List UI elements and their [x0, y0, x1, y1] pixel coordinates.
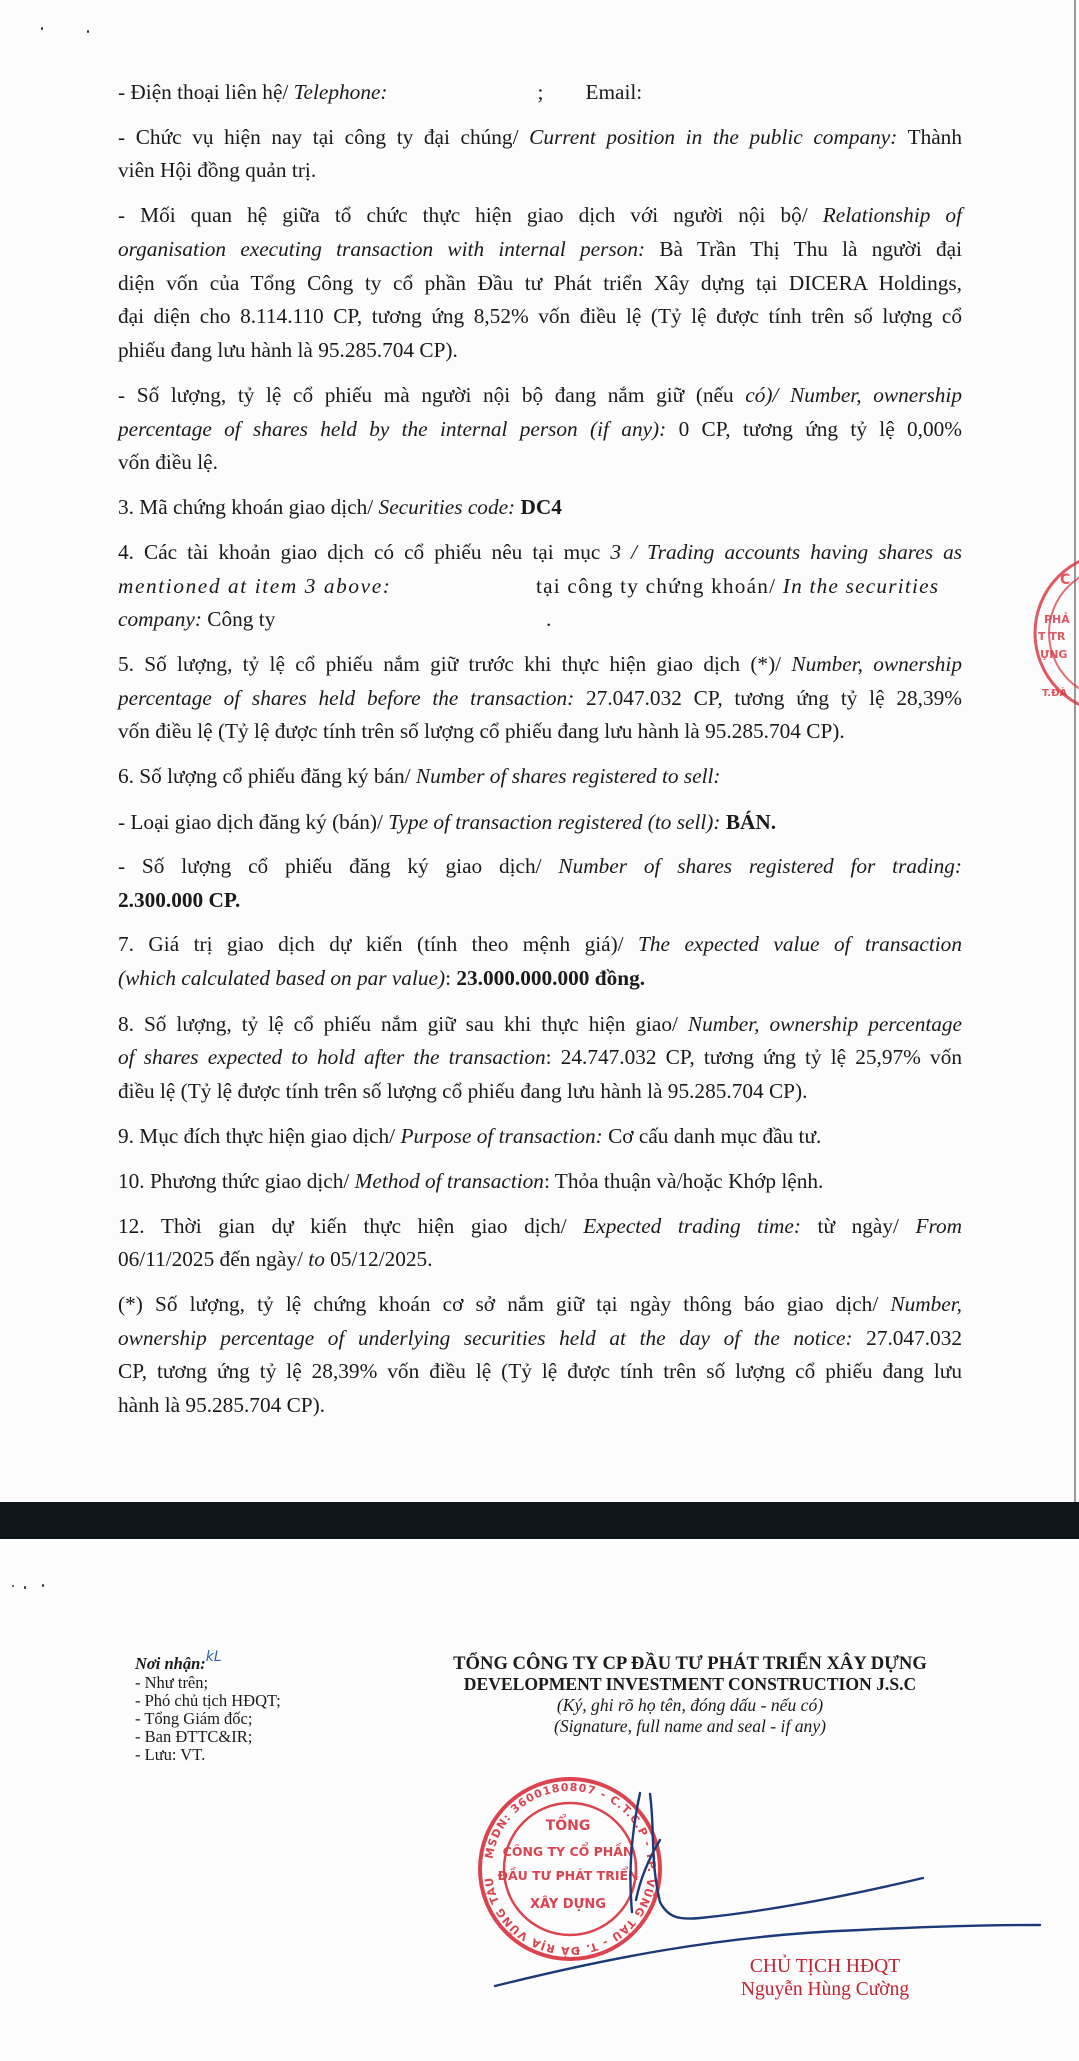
- label-en: of shares expected to hold after the transaction: [118, 1045, 546, 1069]
- label-vi: từ ngày/: [800, 1214, 916, 1238]
- signer-name: Nguyễn Hùng Cường: [740, 1979, 910, 2000]
- label-en: mentioned at item 3 above:: [118, 574, 392, 598]
- seal-text: TỔNG: [545, 1818, 591, 1834]
- note-line-4: [118, 1391, 962, 1419]
- value: Công ty: [201, 607, 276, 631]
- item-4-line-1: [118, 538, 962, 566]
- label-vi: 12. Thời gian dự kiến thực hiện giao dịch/: [118, 1214, 584, 1238]
- label-en: The expected value of transaction: [638, 932, 962, 956]
- signing-organization: [390, 1653, 990, 1737]
- signer-title: CHỦ TỊCH HĐQT: [749, 1956, 901, 1977]
- svg-text:T.ĐÀ: T.ĐÀ: [1042, 688, 1068, 699]
- position-line: [118, 123, 962, 151]
- value: vốn điều lệ.: [118, 450, 218, 474]
- label-vi: - Chức vụ hiện nay tại công ty đại chúng/: [118, 125, 530, 149]
- label-vi: - Mối quan hệ giữa tổ chức thực hiện giao dịch với người nội bộ/: [118, 203, 823, 227]
- label-vi: 5. Số lượng, tỷ lệ cổ phiếu nắm giữ trước khi thực hiện giao dịch (*)/: [118, 652, 792, 676]
- label-en: Telephone:: [293, 80, 388, 104]
- item-7-line-1: [118, 930, 962, 958]
- label-vi: - Số lượng, tỷ lệ cổ phiếu mà người nội bộ đang nắm giữ (nếu: [118, 383, 746, 407]
- value: tại công ty chứng khoán/ In the securities: [536, 574, 940, 598]
- item-5-line-1: [118, 650, 962, 678]
- expected-value: 23.000.000.000 đồng.: [456, 966, 646, 990]
- item-8-line-3: [118, 1077, 962, 1105]
- item-12-line-1: [118, 1212, 962, 1240]
- svg-text:PHẢ: PHẢ: [1044, 613, 1070, 626]
- label-vi: (*) Số lượng, tỷ lệ chứng khoán cơ sở nắm giữ tại ngày thông báo giao dịch/: [118, 1292, 891, 1316]
- item-8-line-2: [118, 1043, 962, 1071]
- recipients-title: Nơi nhận:: [135, 1654, 206, 1673]
- value-dot: .: [546, 607, 552, 631]
- value: hành là 95.285.704 CP).: [118, 1393, 326, 1417]
- label-vi: 4. Các tài khoản giao dịch có cổ phiếu nêu tại mục: [118, 540, 611, 564]
- recipient-item: - Tổng Giám đốc;: [135, 1709, 253, 1728]
- scan-speck: [42, 1584, 44, 1587]
- item-5-line-2: [118, 684, 962, 712]
- label-vi: 6. Số lượng cổ phiếu đăng ký bán/: [118, 764, 416, 788]
- seal-text: CÔNG TY CỔ PHẦN: [502, 1844, 634, 1859]
- label-vi: - Điện thoại liên hệ/: [118, 80, 294, 104]
- label-en: Method of transaction: [354, 1169, 544, 1193]
- label-vi: - Loại giao dịch đăng ký (bán)/: [118, 810, 389, 834]
- label-en: Number,: [890, 1292, 962, 1316]
- recipients-block: [135, 1649, 281, 1764]
- label-vi: 9. Mục đích thực hiện giao dịch/: [118, 1124, 401, 1148]
- svg-text:C: C: [1060, 572, 1071, 588]
- recipient-item: - Như trên;: [135, 1673, 209, 1692]
- item-8-line-1: [118, 1010, 962, 1038]
- label-vi: 7. Giá trị giao dịch dự kiến (tính theo mệnh giá)/: [118, 932, 639, 956]
- item-4-line-2: [118, 572, 962, 600]
- value: điều lệ (Tỷ lệ được tính trên số lượng cổ phiếu đang lưu hành là 95.285.704 CP).: [118, 1079, 808, 1103]
- item-5-line-3: [118, 717, 962, 745]
- label-en: Number of shares registered for trading:: [558, 854, 962, 878]
- label-en: Number, ownership percentage: [687, 1012, 963, 1036]
- start-date: 06/11/2025 đến ngày/: [118, 1247, 309, 1271]
- transaction-type-line: [118, 808, 962, 836]
- telephone-line: [118, 78, 962, 106]
- page-separator-band: [0, 1502, 1079, 1539]
- signer-block: [690, 1955, 960, 2001]
- colon: :: [445, 966, 457, 990]
- label-en: Purpose of transaction:: [400, 1124, 603, 1148]
- seal-text: XÂY DỰNG: [530, 1897, 606, 1912]
- label-en: percentage of shares held by the internal person (if any):: [118, 417, 667, 441]
- label-en: to: [308, 1247, 325, 1271]
- value: phiếu đang lưu hành là 95.285.704 CP).: [118, 338, 458, 362]
- partial-seal-edge: [1030, 548, 1079, 718]
- label-en: Type of transaction registered (to sell):: [388, 810, 721, 834]
- value: 27.047.032: [852, 1326, 963, 1350]
- item-4-line-3: [118, 605, 962, 633]
- value: viên Hội đồng quản trị.: [118, 158, 317, 182]
- item-10: [118, 1167, 962, 1195]
- seal-ring-text: MSDN: 3600180807 - C.T.C.P - TP. VŨNG TÀU - T. ĐÀ RỊA VŨNG TÀU: [482, 1780, 659, 1958]
- value: 0 CP, tương ứng tỷ lệ 0,00%: [666, 417, 963, 441]
- item-7-line-2: [118, 964, 962, 992]
- label-en: percentage of shares held before the transaction:: [118, 686, 575, 710]
- separator: ;: [537, 80, 544, 104]
- item-3-securities-code: [118, 493, 962, 521]
- sign-note-vi: (Ký, ghi rõ họ tên, đóng dấu - nếu có): [556, 1695, 824, 1715]
- note-line-1: [118, 1290, 962, 1318]
- scan-speck: [12, 1585, 14, 1587]
- label-en: company:: [118, 607, 202, 631]
- value: Bà Trần Thị Thu là người đại: [645, 237, 962, 261]
- label-en: ownership percentage of underlying securities held at the day of the notice:: [118, 1326, 853, 1350]
- scan-speck: [24, 1586, 26, 1589]
- shares-value: 2.300.000 CP.: [118, 888, 241, 912]
- label-vi: 8. Số lượng, tỷ lệ cổ phiếu nắm giữ sau khi thực hiện giao/: [118, 1012, 688, 1036]
- label-en: 3 / Trading accounts having shares as: [610, 540, 963, 564]
- value: Thành: [897, 125, 962, 149]
- label-en: From: [915, 1214, 963, 1238]
- label-vi: 10. Phương thức giao dịch/: [118, 1169, 355, 1193]
- label-en: (which calculated based on par value): [118, 966, 446, 990]
- svg-text:T TR: T TR: [1038, 630, 1066, 643]
- relationship-line-3: [118, 269, 962, 297]
- label-en: Relationship of: [822, 203, 962, 227]
- svg-text:ỰNG: ỰNG: [1040, 648, 1068, 661]
- internal-holding-line-2: [118, 415, 962, 443]
- sign-note-en: (Signature, full name and seal - if any): [553, 1716, 826, 1736]
- label-en: Expected trading time:: [583, 1214, 801, 1238]
- label-en: Securities code:: [378, 495, 516, 519]
- value: diện vốn của Tổng Công ty cổ phần Đầu tư Phát triển Xây dựng tại DICERA Holdings,: [118, 271, 962, 295]
- scan-speck: [41, 27, 43, 30]
- item-12-line-2: [118, 1245, 962, 1273]
- value: : Thỏa thuận và/hoặc Khớp lệnh.: [543, 1169, 824, 1193]
- scan-speck: [87, 30, 89, 33]
- label-en: Number, ownership: [791, 652, 962, 676]
- shares-registered-value: [118, 886, 962, 914]
- item-9: [118, 1122, 962, 1150]
- note-line-2: [118, 1324, 962, 1352]
- relationship-line-1: [118, 201, 962, 229]
- recipient-item: - Phó chủ tịch HĐQT;: [135, 1691, 281, 1710]
- internal-holding-line-1: [118, 381, 962, 409]
- org-name-en: DEVELOPMENT INVESTMENT CONSTRUCTION J.S.C: [463, 1674, 917, 1694]
- label-en: có)/ Number, ownership: [745, 383, 962, 407]
- recipient-item: - Ban ĐTTC&IR;: [135, 1727, 253, 1746]
- value: CP, tương ứng tỷ lệ 28,39% vốn điều lệ (Tỷ lệ được tính trên số lượng cổ phiếu đang lưu: [118, 1359, 962, 1383]
- label-vi: - Số lượng cổ phiếu đăng ký giao dịch/: [118, 854, 559, 878]
- label-en: Number of shares registered to sell:: [415, 764, 721, 788]
- recipient-item: - Lưu: VT.: [135, 1745, 206, 1764]
- value: : 24.747.032 CP, tương ứng tỷ lệ 25,97% vốn: [545, 1045, 962, 1069]
- relationship-line-4: [118, 302, 962, 330]
- end-date: 05/12/2025.: [324, 1247, 433, 1271]
- value: vốn điều lệ (Tỷ lệ được tính trên số lượng cổ phiếu đang lưu hành là 95.285.704 CP).: [118, 719, 845, 743]
- securities-code: DC4: [520, 495, 562, 519]
- handwritten-initials: kL: [205, 1649, 222, 1665]
- item-6: [118, 762, 962, 790]
- value: Cơ cấu danh mục đầu tư.: [602, 1124, 822, 1148]
- internal-holding-line-3: [118, 448, 962, 476]
- shares-registered-line: [118, 852, 962, 880]
- value: đại diện cho 8.114.110 CP, tương ứng 8,52% vốn điều lệ (Tỷ lệ được tính trên số lượng cổ: [118, 304, 962, 328]
- relationship-line-2: [118, 235, 962, 263]
- relationship-line-5: [118, 336, 962, 364]
- label-en: organisation executing transaction with internal person:: [118, 237, 646, 261]
- position-line-cont: [118, 156, 962, 184]
- value: 27.047.032 CP, tương ứng tỷ lệ 28,39%: [574, 686, 962, 710]
- org-name-vi: TỔNG CÔNG TY CP ĐẦU TƯ PHÁT TRIỂN XÂY DỰNG: [453, 1653, 927, 1674]
- seal-text: ĐẦU TƯ PHÁT TRIỂN: [497, 1868, 639, 1883]
- transaction-type: BÁN.: [725, 810, 777, 834]
- note-line-3: [118, 1357, 962, 1385]
- label-en: Current position in the public company:: [529, 125, 898, 149]
- email-label: Email:: [585, 80, 643, 104]
- label-vi: 3. Mã chứng khoán giao dịch/: [118, 495, 379, 519]
